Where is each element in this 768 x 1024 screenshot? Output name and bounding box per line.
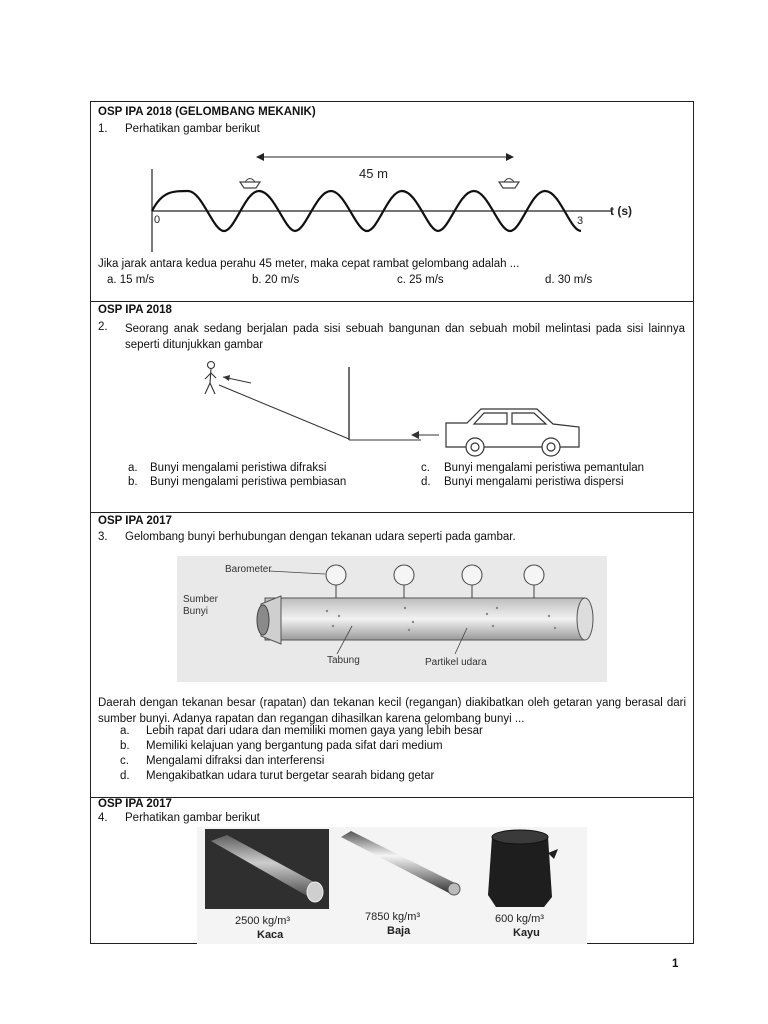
barometer-label: Barometer: [225, 564, 272, 575]
glass-name: Kaca: [257, 929, 284, 941]
page-number: 1: [672, 958, 679, 970]
question-3-option-b-letter: b.: [120, 740, 130, 752]
question-2-source: OSP IPA 2018: [98, 304, 172, 316]
question-2-option-a[interactable]: Bunyi mengalami peristiwa difraksi: [150, 462, 327, 474]
source-label-line2: Bunyi: [183, 606, 209, 617]
question-2-option-c-letter: c.: [421, 462, 430, 474]
question-2-option-b-letter: b.: [128, 476, 138, 488]
question-2-prompt: Seorang anak sedang berjalan pada sisi sebuah bangunan dan sebuah mobil melintasi pada sisi lainnya seperti ditunjukkan gambar: [125, 323, 685, 351]
glass-density: 2500 kg/m³: [235, 915, 291, 927]
walking-child-icon: [205, 362, 216, 395]
question-3-option-a-letter: a.: [120, 725, 130, 737]
question-2-option-d[interactable]: Bunyi mengalami peristiwa dispersi: [444, 476, 624, 488]
question-3-option-b[interactable]: Memiliki kelajuan yang bergantung pada sifat dari medium: [146, 740, 443, 752]
question-3-option-d-letter: d.: [120, 770, 130, 782]
question-sheet: [90, 101, 694, 944]
question-3-option-c-letter: c.: [120, 755, 129, 767]
question-1-option-b[interactable]: b. 20 m/s: [252, 274, 300, 286]
question-3-section: [91, 513, 693, 798]
distance-arrow: [256, 153, 514, 161]
end-time-label: 3: [577, 215, 584, 227]
steel-name: Baja: [387, 925, 411, 937]
question-1-option-a[interactable]: a. 15 m/s: [107, 274, 155, 286]
tube-end: [577, 598, 593, 640]
question-1-number: 1.: [98, 123, 108, 135]
question-4-section: [91, 798, 693, 944]
question-3-option-d[interactable]: Mengakibatkan udara turut bergetar searah bidang getar: [146, 770, 435, 782]
particle-label: Partikel udara: [425, 657, 487, 668]
sound-source-icon: [257, 596, 281, 644]
steel-density: 7850 kg/m³: [365, 911, 421, 923]
boat-left-icon: [240, 179, 260, 189]
question-4-number: 4.: [98, 812, 108, 824]
glass-rod-image: [205, 829, 329, 909]
question-3-option-a[interactable]: Lebih rapat dari udara dan memiliki momen gaya yang lebih besar: [146, 725, 483, 737]
sound-path-line: [219, 385, 349, 439]
sound-tube-figure: [177, 556, 607, 682]
tube-label: Tabung: [327, 655, 360, 666]
distance-label: 45 m: [359, 166, 388, 181]
diffraction-figure: [91, 357, 691, 457]
question-1-source: OSP IPA 2018 (GELOMBANG MEKANIK): [98, 106, 316, 118]
question-3-option-c[interactable]: Mengalami difraksi dan interferensi: [146, 755, 325, 767]
origin-label: 0: [154, 214, 161, 226]
question-1-section: [91, 102, 693, 302]
question-3-source: OSP IPA 2017: [98, 515, 172, 527]
wood-log-image: [482, 827, 562, 911]
question-2-option-a-letter: a.: [128, 462, 138, 474]
sound-arrow-left: [223, 375, 251, 383]
barometer-icons: [326, 565, 544, 598]
wave-figure: [91, 144, 691, 256]
wood-name: Kayu: [513, 927, 540, 939]
question-3-prompt: Gelombang bunyi berhubungan dengan tekanan udara seperti pada gambar.: [125, 531, 516, 543]
question-1-stem: Jika jarak antara kedua perahu 45 meter, maka cepat rambat gelombang adalah ...: [98, 258, 520, 270]
question-2-option-d-letter: d.: [421, 476, 431, 488]
steel-rod-image: [337, 829, 461, 909]
question-3-stem: Daerah dengan tekanan besar (rapatan) dan tekanan kecil (regangan) diakibatkan oleh getaran yang berasal dari sumber bunyi. Adanya rapatan dan regangan dihasilkan karena gelombang bunyi ...: [98, 697, 686, 725]
time-axis-label: t (s): [610, 204, 632, 218]
question-3-number: 3.: [98, 531, 108, 543]
tube-body: [265, 598, 585, 640]
sound-arrow-right: [411, 431, 439, 439]
question-2-number: 2.: [98, 321, 108, 333]
question-4-source: OSP IPA 2017: [98, 798, 172, 810]
question-2-option-c[interactable]: Bunyi mengalami peristiwa pemantulan: [444, 462, 645, 474]
question-2-section: [91, 302, 693, 513]
question-1-option-d[interactable]: d. 30 m/s: [545, 274, 593, 286]
car-icon: [446, 409, 579, 456]
boat-right-icon: [499, 179, 519, 189]
question-1-option-c[interactable]: c. 25 m/s: [397, 274, 444, 286]
question-2-option-b[interactable]: Bunyi mengalami peristiwa pembiasan: [150, 476, 347, 488]
question-4-prompt: Perhatikan gambar berikut: [125, 812, 260, 824]
question-1-prompt: Perhatikan gambar berikut: [125, 123, 260, 135]
wood-density: 600 kg/m³: [495, 913, 544, 925]
materials-figure: [197, 827, 587, 944]
source-label-line1: Sumber: [183, 594, 219, 605]
